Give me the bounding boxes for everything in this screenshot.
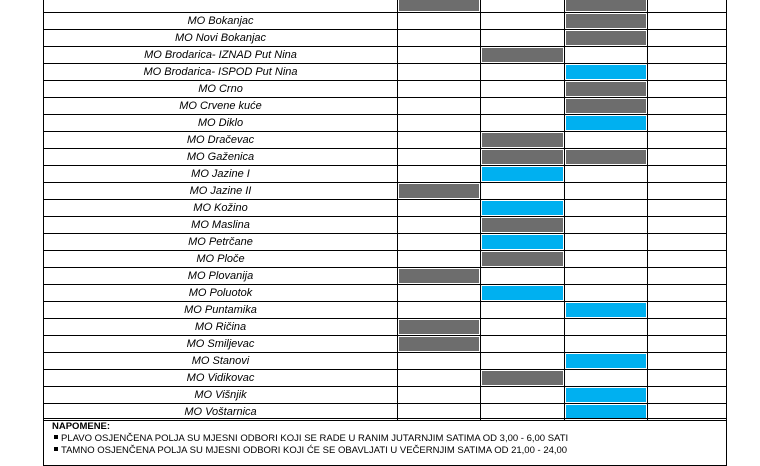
schedule-cell	[648, 234, 727, 250]
schedule-cell	[648, 166, 727, 182]
schedule-cell	[565, 200, 648, 216]
district-name-cell: MO Poluotok	[43, 285, 398, 301]
table-row	[43, 13, 727, 30]
schedule-cell	[481, 81, 565, 97]
schedule-cell	[398, 98, 481, 114]
schedule-cell	[565, 166, 648, 182]
schedule-cell	[565, 115, 648, 131]
table-row	[43, 387, 727, 404]
schedule-cell	[648, 47, 727, 63]
shaded-cell-blue	[482, 167, 563, 181]
schedule-cell	[398, 387, 481, 403]
note-item-dark	[52, 444, 718, 456]
schedule-cell	[565, 302, 648, 318]
table-row	[43, 183, 727, 200]
shaded-cell-gray	[399, 184, 479, 198]
schedule-cell	[648, 302, 727, 318]
shaded-cell-blue	[482, 286, 563, 300]
shaded-cell-blue	[566, 303, 646, 317]
bullet-icon	[52, 444, 61, 453]
schedule-cell	[648, 64, 727, 80]
schedule-cell	[398, 251, 481, 267]
schedule-cell	[398, 302, 481, 318]
district-name-cell: MO Jazine I	[43, 166, 398, 182]
shaded-cell-gray	[566, 82, 646, 96]
schedule-cell	[565, 132, 648, 148]
schedule-cell	[481, 13, 565, 29]
district-name-cell: MO Višnjik	[43, 387, 398, 403]
notes-box	[43, 418, 727, 466]
schedule-cell	[398, 285, 481, 301]
shaded-cell-gray	[482, 252, 563, 266]
shaded-cell-gray	[399, 337, 479, 351]
shaded-cell-gray	[399, 320, 479, 334]
schedule-cell	[481, 115, 565, 131]
district-name-cell: MO Gaženica	[43, 149, 398, 165]
shaded-cell-gray	[482, 133, 563, 147]
shaded-cell-gray	[566, 99, 646, 113]
schedule-cell	[565, 149, 648, 165]
table-row	[43, 200, 727, 217]
schedule-cell	[481, 132, 565, 148]
table-row	[43, 81, 727, 98]
schedule-cell	[398, 336, 481, 352]
shaded-cell-blue	[566, 405, 646, 419]
notes-title: NAPOMENE:	[52, 421, 111, 432]
schedule-cell	[481, 370, 565, 386]
schedule-cell	[565, 183, 648, 199]
schedule-cell	[398, 353, 481, 369]
schedule-cell	[398, 200, 481, 216]
district-name-cell: MO Vidikovac	[43, 370, 398, 386]
schedule-cell	[481, 217, 565, 233]
schedule-cell	[398, 319, 481, 335]
shaded-cell-blue	[482, 235, 563, 249]
district-name-cell: MO Maslina	[43, 217, 398, 233]
shaded-cell-gray	[482, 150, 563, 164]
district-name-cell: MO Jazine II	[43, 183, 398, 199]
schedule-cell	[648, 98, 727, 114]
schedule-cell	[398, 81, 481, 97]
schedule-cell	[481, 302, 565, 318]
table-row	[43, 149, 727, 166]
table-row	[43, 319, 727, 336]
shaded-cell-gray	[566, 14, 646, 28]
schedule-cell	[648, 183, 727, 199]
table-row	[43, 268, 727, 285]
shaded-cell-gray	[399, 269, 479, 283]
district-name-cell: MO Puntamika	[43, 302, 398, 318]
schedule-cell	[648, 217, 727, 233]
shaded-cell-gray	[566, 0, 646, 11]
table-row	[43, 166, 727, 183]
table-row	[43, 353, 727, 370]
schedule-cell	[481, 47, 565, 63]
schedule-cell	[398, 13, 481, 29]
schedule-cell	[481, 268, 565, 284]
table-row	[43, 132, 727, 149]
schedule-cell	[648, 30, 727, 46]
schedule-cell	[565, 47, 648, 63]
schedule-cell	[565, 285, 648, 301]
schedule-cell	[481, 200, 565, 216]
schedule-cell	[398, 183, 481, 199]
shaded-cell-blue	[566, 354, 646, 368]
schedule-cell	[565, 30, 648, 46]
table-row	[43, 370, 727, 387]
schedule-cell	[648, 319, 727, 335]
district-name-cell: MO Bokanjac	[43, 13, 398, 29]
schedule-cell	[398, 149, 481, 165]
shaded-cell-gray	[482, 218, 563, 232]
district-name-cell: MO Novi Bokanjac	[43, 30, 398, 46]
table-row	[43, 0, 727, 13]
shaded-cell-gray	[482, 48, 563, 62]
note-text: TAMNO OSJENČENA POLJA SU MJESNI ODBORI KOJI ĆE SE OBAVLJATI U VEČERNJIM SATIMA OD 21,00 - 24,00	[61, 445, 568, 456]
note-text: PLAVO OSJENČENA POLJA SU MJESNI ODBORI KOJI SE RADE U RANIM JUTARNJIM SATIMA OD 3,00 - 6,00 SATI	[61, 433, 569, 444]
district-name-cell: MO Diklo	[43, 115, 398, 131]
district-name-cell: MO Brodarica- ISPOD Put Nina	[43, 64, 398, 80]
table-row	[43, 217, 727, 234]
table-row	[43, 251, 727, 268]
schedule-cell	[648, 200, 727, 216]
schedule-cell	[648, 81, 727, 97]
schedule-cell	[481, 234, 565, 250]
table-row	[43, 285, 727, 302]
table-row	[43, 98, 727, 115]
shaded-cell-blue	[566, 388, 646, 402]
table-row	[43, 115, 727, 132]
table-row	[43, 47, 727, 64]
schedule-cell	[565, 81, 648, 97]
schedule-cell	[398, 64, 481, 80]
schedule-cell	[565, 0, 648, 12]
schedule-cell	[565, 251, 648, 267]
schedule-cell	[481, 336, 565, 352]
schedule-cell	[648, 115, 727, 131]
shaded-cell-blue	[482, 201, 563, 215]
schedule-cell	[565, 64, 648, 80]
district-name-cell: MO Voštarnica	[43, 404, 398, 420]
schedule-cell	[648, 251, 727, 267]
district-name-cell: MO Brodarica- IZNAD Put Nina	[43, 47, 398, 63]
district-name-cell: MO Kožino	[43, 200, 398, 216]
schedule-cell	[481, 183, 565, 199]
schedule-cell	[565, 234, 648, 250]
district-name-cell: MO Smiljevac	[43, 336, 398, 352]
schedule-cell	[398, 30, 481, 46]
schedule-cell	[565, 98, 648, 114]
schedule-cell	[481, 251, 565, 267]
schedule-cell	[648, 370, 727, 386]
schedule-cell	[648, 285, 727, 301]
schedule-cell	[565, 387, 648, 403]
district-name-cell	[43, 0, 398, 12]
note-item-blue	[52, 432, 718, 444]
schedule-cell	[565, 268, 648, 284]
schedule-cell	[481, 30, 565, 46]
schedule-cell	[565, 336, 648, 352]
district-name-cell: MO Plovanija	[43, 268, 398, 284]
schedule-cell	[398, 47, 481, 63]
shaded-cell-blue	[566, 65, 646, 79]
shaded-cell-gray	[566, 31, 646, 45]
district-name-cell: MO Petrčane	[43, 234, 398, 250]
schedule-cell	[648, 353, 727, 369]
district-name-cell: MO Stanovi	[43, 353, 398, 369]
schedule-cell	[398, 234, 481, 250]
shaded-cell-gray	[482, 371, 563, 385]
schedule-cell	[648, 387, 727, 403]
district-name-cell: MO Ploče	[43, 251, 398, 267]
table-row	[43, 234, 727, 251]
schedule-cell	[565, 353, 648, 369]
schedule-cell	[481, 0, 565, 12]
schedule-cell	[481, 149, 565, 165]
schedule-cell	[398, 268, 481, 284]
shaded-cell-blue	[566, 116, 646, 130]
schedule-cell	[398, 132, 481, 148]
schedule-cell	[565, 370, 648, 386]
schedule-cell	[648, 132, 727, 148]
schedule-cell	[481, 64, 565, 80]
schedule-cell	[481, 353, 565, 369]
shaded-cell-gray	[566, 150, 646, 164]
district-name-cell: MO Crvene kuće	[43, 98, 398, 114]
district-name-cell: MO Ričina	[43, 319, 398, 335]
schedule-cell	[565, 319, 648, 335]
schedule-cell	[481, 387, 565, 403]
schedule-cell	[398, 217, 481, 233]
schedule-cell	[481, 285, 565, 301]
schedule-cell	[648, 268, 727, 284]
schedule-cell	[648, 0, 727, 12]
schedule-cell	[398, 115, 481, 131]
bullet-icon	[52, 432, 61, 441]
shaded-cell-gray	[399, 0, 479, 11]
schedule-cell	[481, 319, 565, 335]
schedule-cell	[481, 98, 565, 114]
district-name-cell: MO Dračevac	[43, 132, 398, 148]
schedule-cell	[648, 149, 727, 165]
schedule-cell	[648, 336, 727, 352]
table-row	[43, 336, 727, 353]
table-row	[43, 30, 727, 47]
schedule-cell	[481, 166, 565, 182]
schedule-cell	[398, 370, 481, 386]
table-row	[43, 64, 727, 81]
schedule-cell	[648, 13, 727, 29]
table-row	[43, 302, 727, 319]
schedule-cell	[565, 13, 648, 29]
schedule-cell	[565, 217, 648, 233]
schedule-cell	[398, 166, 481, 182]
schedule-cell	[398, 0, 481, 12]
district-name-cell: MO Crno	[43, 81, 398, 97]
